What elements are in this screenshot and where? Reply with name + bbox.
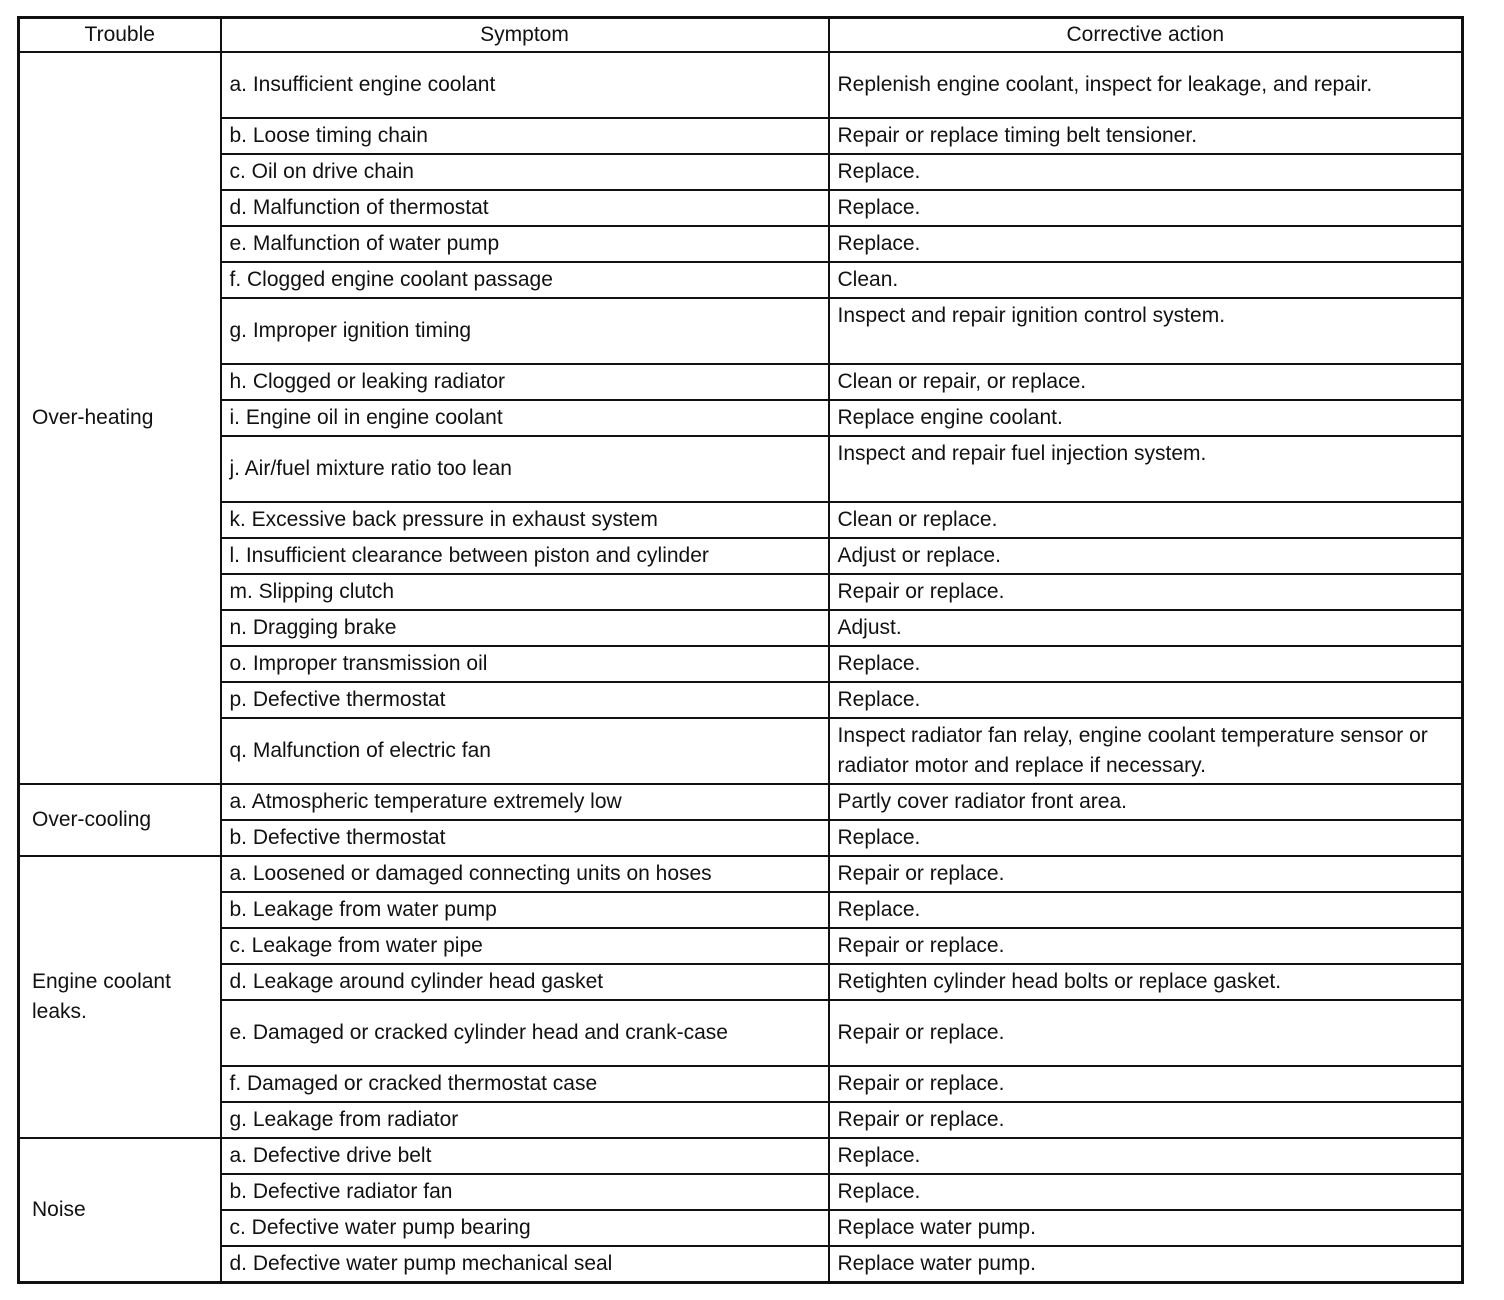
corrective-action-cell: Clean. <box>829 262 1463 298</box>
table-row <box>19 784 1463 820</box>
table-row <box>19 190 1463 226</box>
corrective-action-cell: Replace. <box>829 226 1463 262</box>
table-row <box>19 154 1463 190</box>
corrective-action-cell: Adjust or replace. <box>829 538 1463 574</box>
symptom-cell: k. Excessive back pressure in exhaust system <box>221 502 829 538</box>
symptom-cell: h. Clogged or leaking radiator <box>221 364 829 400</box>
symptom-cell: o. Improper transmission oil <box>221 646 829 682</box>
symptom-cell: a. Loosened or damaged connecting units on hoses <box>221 856 829 892</box>
table-row <box>19 682 1463 718</box>
corrective-action-cell: Replace water pump. <box>829 1246 1463 1283</box>
table-row <box>19 364 1463 400</box>
table-row <box>19 964 1463 1000</box>
table-row <box>19 1210 1463 1246</box>
symptom-cell: d. Malfunction of thermostat <box>221 190 829 226</box>
table-row <box>19 1174 1463 1210</box>
corrective-action-cell: Repair or replace. <box>829 1066 1463 1102</box>
corrective-action-cell: Repair or replace. <box>829 574 1463 610</box>
header-row <box>19 18 1463 53</box>
symptom-cell: g. Improper ignition timing <box>221 298 829 364</box>
corrective-action-cell: Clean or repair, or replace. <box>829 364 1463 400</box>
symptom-cell: n. Dragging brake <box>221 610 829 646</box>
header-trouble: Trouble <box>19 18 221 53</box>
table-row <box>19 574 1463 610</box>
corrective-action-cell: Adjust. <box>829 610 1463 646</box>
symptom-cell: j. Air/fuel mixture ratio too lean <box>221 436 829 502</box>
symptom-cell: f. Clogged engine coolant passage <box>221 262 829 298</box>
table-row <box>19 436 1463 502</box>
table-row <box>19 1246 1463 1283</box>
trouble-cell: Noise <box>19 1138 221 1283</box>
corrective-action-cell: Replace. <box>829 190 1463 226</box>
symptom-cell: a. Defective drive belt <box>221 1138 829 1174</box>
corrective-action-cell: Replenish engine coolant, inspect for leakage, and repair. <box>829 52 1463 118</box>
symptom-cell: q. Malfunction of electric fan <box>221 718 829 784</box>
trouble-cell: Engine coolant leaks. <box>19 856 221 1138</box>
corrective-action-cell: Repair or replace. <box>829 1000 1463 1066</box>
symptom-cell: b. Defective radiator fan <box>221 1174 829 1210</box>
symptom-cell: c. Oil on drive chain <box>221 154 829 190</box>
table-row <box>19 1138 1463 1174</box>
symptom-cell: l. Insufficient clearance between piston and cylinder <box>221 538 829 574</box>
table-row <box>19 226 1463 262</box>
table-row <box>19 118 1463 154</box>
corrective-action-cell: Replace water pump. <box>829 1210 1463 1246</box>
table-row <box>19 610 1463 646</box>
trouble-cell: Over-heating <box>19 52 221 784</box>
table-row <box>19 502 1463 538</box>
corrective-action-cell: Replace. <box>829 154 1463 190</box>
symptom-cell: c. Leakage from water pipe <box>221 928 829 964</box>
corrective-action-cell: Replace. <box>829 892 1463 928</box>
corrective-action-cell: Replace. <box>829 682 1463 718</box>
symptom-cell: b. Loose timing chain <box>221 118 829 154</box>
corrective-action-cell: Clean or replace. <box>829 502 1463 538</box>
symptom-cell: g. Leakage from radiator <box>221 1102 829 1138</box>
table-row <box>19 262 1463 298</box>
table-row <box>19 1066 1463 1102</box>
symptom-cell: p. Defective thermostat <box>221 682 829 718</box>
corrective-action-cell: Inspect and repair fuel injection system. <box>829 436 1463 502</box>
corrective-action-cell: Replace. <box>829 1138 1463 1174</box>
corrective-action-cell: Repair or replace. <box>829 1102 1463 1138</box>
corrective-action-cell: Inspect radiator fan relay, engine coolant temperature sensor or radiator motor and replace if necessary. <box>829 718 1463 784</box>
corrective-action-cell: Repair or replace timing belt tensioner. <box>829 118 1463 154</box>
symptom-cell: d. Defective water pump mechanical seal <box>221 1246 829 1283</box>
table-row <box>19 718 1463 784</box>
trouble-cell: Over-cooling <box>19 784 221 856</box>
symptom-cell: e. Malfunction of water pump <box>221 226 829 262</box>
table-row <box>19 298 1463 364</box>
header-symptom: Symptom <box>221 18 829 53</box>
corrective-action-cell: Inspect and repair ignition control system. <box>829 298 1463 364</box>
corrective-action-cell: Repair or replace. <box>829 928 1463 964</box>
symptom-cell: a. Atmospheric temperature extremely low <box>221 784 829 820</box>
corrective-action-cell: Retighten cylinder head bolts or replace gasket. <box>829 964 1463 1000</box>
corrective-action-cell: Replace engine coolant. <box>829 400 1463 436</box>
corrective-action-cell: Replace. <box>829 820 1463 856</box>
table-row <box>19 538 1463 574</box>
table-row <box>19 52 1463 118</box>
symptom-cell: b. Defective thermostat <box>221 820 829 856</box>
table-row <box>19 400 1463 436</box>
table-row <box>19 646 1463 682</box>
corrective-action-cell: Replace. <box>829 646 1463 682</box>
table-row <box>19 1000 1463 1066</box>
symptom-cell: m. Slipping clutch <box>221 574 829 610</box>
troubleshooting-table <box>17 16 1464 1284</box>
symptom-cell: c. Defective water pump bearing <box>221 1210 829 1246</box>
symptom-cell: d. Leakage around cylinder head gasket <box>221 964 829 1000</box>
table-row <box>19 928 1463 964</box>
corrective-action-cell: Partly cover radiator front area. <box>829 784 1463 820</box>
table-row <box>19 1102 1463 1138</box>
table-row <box>19 820 1463 856</box>
table-body <box>19 52 1463 1283</box>
corrective-action-cell: Repair or replace. <box>829 856 1463 892</box>
table-row <box>19 856 1463 892</box>
symptom-cell: a. Insufficient engine coolant <box>221 52 829 118</box>
symptom-cell: b. Leakage from water pump <box>221 892 829 928</box>
symptom-cell: e. Damaged or cracked cylinder head and crank-case <box>221 1000 829 1066</box>
corrective-action-cell: Replace. <box>829 1174 1463 1210</box>
symptom-cell: i. Engine oil in engine coolant <box>221 400 829 436</box>
table-row <box>19 892 1463 928</box>
header-corrective-action: Corrective action <box>829 18 1463 53</box>
symptom-cell: f. Damaged or cracked thermostat case <box>221 1066 829 1102</box>
